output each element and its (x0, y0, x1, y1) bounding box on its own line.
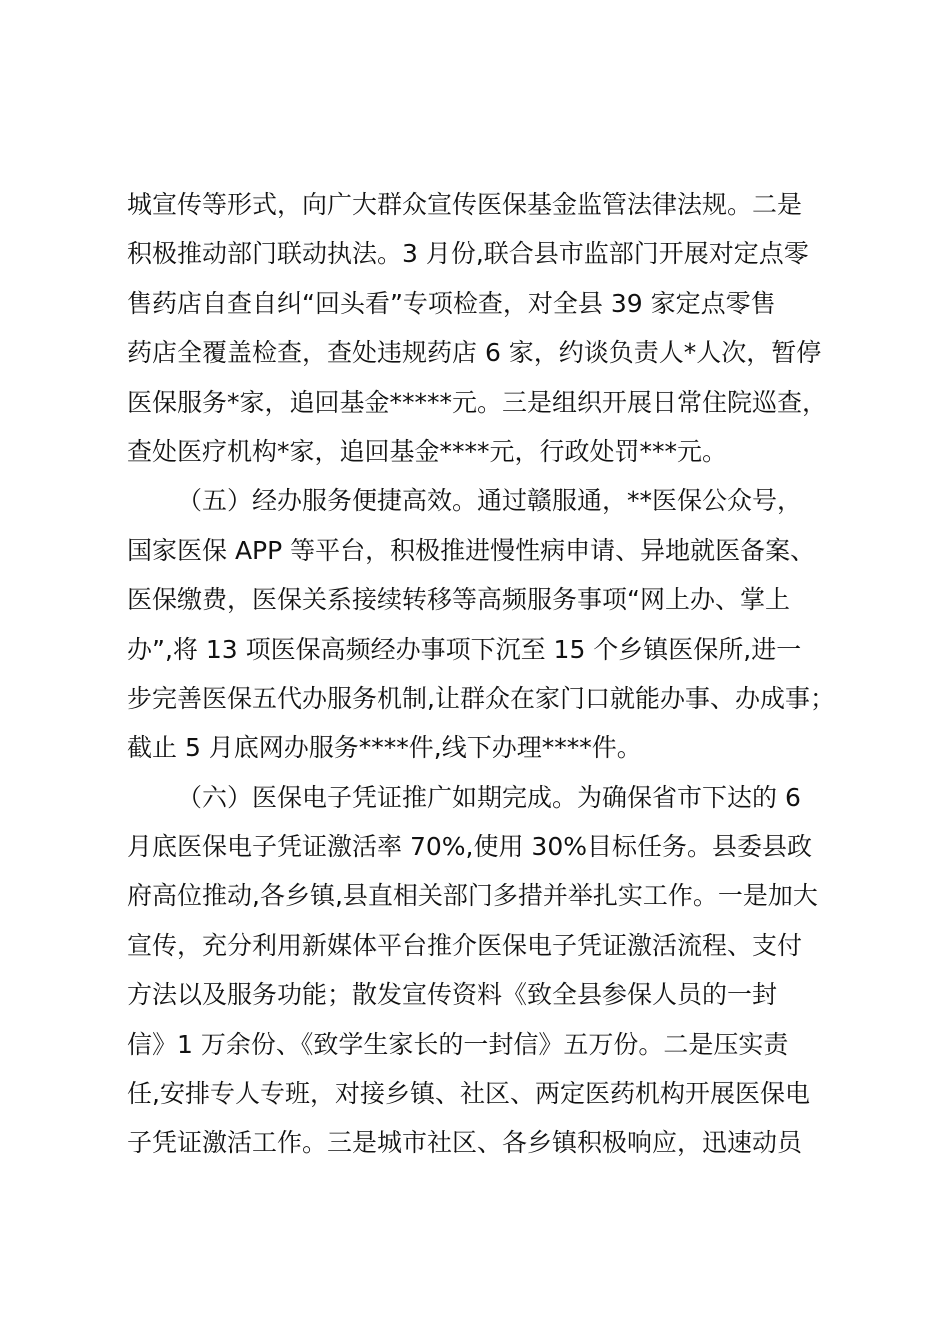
text-line: 步完善医保五代办服务机制,让群众在家门口就能办事、办成事； (127, 683, 835, 713)
text-line: 积极推动部门联动执法。3 月份,联合县市监部门开展对定点零 (127, 239, 809, 269)
text-line: 信》1 万余份、《致学生家长的一封信》五万份。二是压实责 (127, 1029, 789, 1059)
text-line: 药店全覆盖检查，查处违规药店 6 家，约谈负责人*人次，暂停 (127, 338, 822, 368)
text-line: 截止 5 月底网办服务****件,线下办理****件。 (127, 733, 642, 763)
text-line: 方法以及服务功能；散发宣传资料《致全县参保人员的一封 (127, 980, 778, 1010)
text-line: 办”,将 13 项医保高频经办事项下沉至 15 个乡镇医保所,进一 (127, 634, 802, 664)
text-line: 医保服务*家，追回基金*****元。三是组织开展日常住院巡查， (127, 387, 828, 417)
text-line: 月底医保电子凭证激活率 70%,使用 30%目标任务。县委县政 (127, 832, 812, 862)
section-heading-line: （六）医保电子凭证推广如期完成。为确保省市下达的 6 (177, 782, 801, 812)
text-line: 子凭证激活工作。三是城市社区、各乡镇积极响应，迅速动员 (127, 1128, 803, 1158)
text-line: 查处医疗机构*家，追回基金****元，行政处罚***元。 (127, 436, 728, 466)
text-line: 任,安排专人专班，对接乡镇、社区、两定医药机构开展医保电 (127, 1079, 810, 1109)
text-line: 医保缴费，医保关系接续转移等高频服务事项“网上办、掌上 (127, 585, 790, 615)
body-text (127, 180, 852, 1168)
text-line: 国家医保 APP 等平台，积极推进慢性病申请、异地就医备案、 (127, 535, 816, 565)
text-line: 宣传，充分利用新媒体平台推介医保电子凭证激活流程、支付 (127, 930, 803, 960)
text-line: 售药店自查自纠“回头看”专项检查，对全县 39 家定点零售 (127, 288, 776, 318)
text-line: 府高位推动,各乡镇,县直相关部门多措并举扎实工作。一是加大 (127, 881, 818, 911)
section-heading-line: （五）经办服务便捷高效。通过赣服通，**医保公众号， (177, 486, 803, 516)
text-line: 城宣传等形式，向广大群众宣传医保基金监管法律法规。二是 (127, 190, 803, 219)
